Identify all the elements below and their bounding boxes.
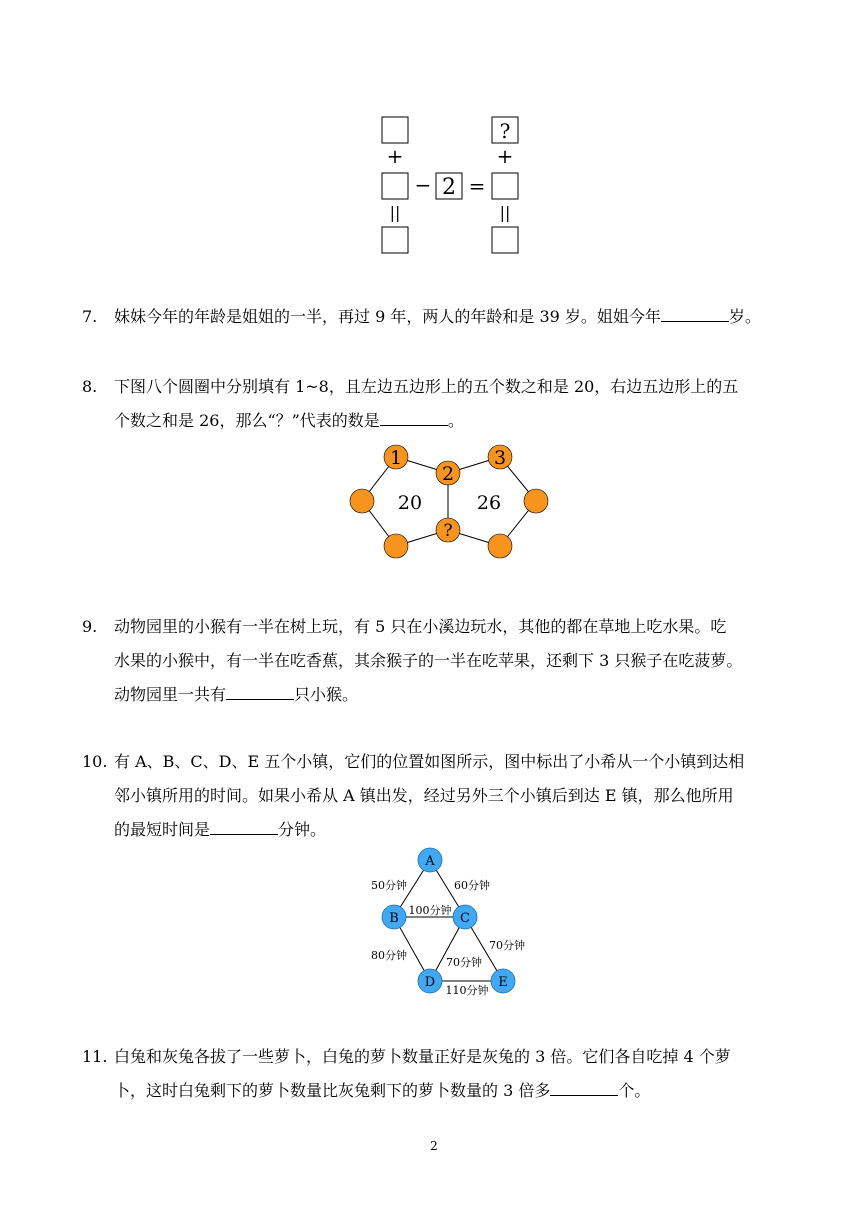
edge-label-AB: 50分钟 [371,879,407,892]
question-text: 动物园里一共有 [114,685,227,704]
box-puzzle-figure [370,108,530,258]
question-text: 有 A、B、C、D、E 五个小镇，它们的位置如图所示，图中标出了小希从一个小镇到达相 [114,752,745,771]
edge-label-CD: 70分钟 [446,956,482,969]
question-text: 白兔和灰兔各拔了一些萝卜，白兔的萝卜数量正好是灰兔的 3 倍。它们各自吃掉 4 个萝 [114,1047,731,1066]
question-line [114,644,742,678]
plus-right: + [496,144,514,168]
question-number: 10. [82,752,108,771]
question-number: 7. [82,307,98,326]
question-line [114,745,744,779]
edge-label-AC: 60分钟 [454,879,490,892]
circle-label-top-left: 1 [389,447,403,469]
box-left-top [382,117,408,143]
question-text: 水果的小猴中，有一半在吃香蕉，其余猴子的一半在吃苹果，还剩下 3 只猴子在吃菠萝。 [114,651,743,670]
answer-blank[interactable] [210,814,278,835]
double-pentagon-figure [340,440,556,570]
left-pentagon-sum: 20 [397,492,423,514]
question-text: 妹妹今年的年龄是姐姐的一半，再过 9 年，两人的年龄和是 39 岁。姐姐今年 [114,307,661,326]
answer-blank[interactable] [550,1075,618,1096]
equals-vertical-left: || [389,203,401,222]
equals-vertical-right: || [499,203,511,222]
edge-label-BD: 80分钟 [371,949,407,962]
question-number: 8. [82,377,98,396]
box-right-bottom [492,227,518,253]
node-label-E: E [498,975,508,990]
edge-label-CE: 70分钟 [489,939,525,952]
question-text: 动物园里的小猴有一半在树上玩，有 5 只在小溪边玩水，其他的都在草地上吃水果。吃 [114,617,727,636]
question-line [114,813,326,847]
box-left-middle [382,173,408,199]
question-text: 个数之和是 26，那么“？”代表的数是 [114,411,380,430]
question-text: 邻小镇所用的时间。如果小希从 A 镇出发，经过另外三个小镇后到达 E 镇，那么他所用 [114,786,734,805]
circle-label-top-middle: 2 [441,463,455,485]
node-label-B: B [389,911,399,926]
circle-bottom-right [488,534,512,558]
edge-label-BC: 100分钟 [408,904,452,917]
equals-sign: = [468,174,486,198]
question-number: 9. [82,617,98,636]
question-line [114,1040,731,1074]
question-line [114,300,761,334]
question-text: 分钟。 [278,820,327,839]
answer-blank[interactable] [661,301,729,322]
box-middle-value-label: 2 [442,175,456,200]
page-number: 2 [430,1139,438,1153]
question-line [114,678,358,712]
answer-blank[interactable] [380,405,448,426]
question-text: 只小猴。 [294,685,359,704]
question-number: 11. [82,1047,108,1066]
question-text: 卜，这时白兔剩下的萝卜数量比灰兔剩下的萝卜数量的 3 倍多 [114,1081,551,1100]
circle-label-top-right: 3 [493,447,507,469]
question-text: 个。 [618,1081,651,1100]
circle-group [350,445,548,558]
question-line [114,779,734,813]
question-text: 下图八个圆圈中分别填有 1~8，且左边五边形上的五个数之和是 20，右边五边形上的五 [114,377,739,396]
box-right-top-label: ? [499,119,511,143]
edge-label-DE: 110分钟 [445,984,489,997]
box-left-bottom [382,227,408,253]
question-line [114,404,464,438]
circle-right [524,489,548,513]
circle-bottom-left [384,534,408,558]
plus-left: + [386,144,404,168]
question-text: 岁。 [728,307,761,326]
circle-label-bottom-middle: ? [443,521,453,541]
question-line [114,610,726,644]
node-label-D: D [424,975,436,990]
right-pentagon-sum: 26 [476,492,502,514]
town-graph-figure [360,844,540,1000]
question-text: 的最短时间是 [114,820,211,839]
question-line [114,1074,650,1108]
node-label-A: A [425,854,435,869]
circle-left [350,489,374,513]
answer-blank[interactable] [226,679,294,700]
question-text: 。 [447,411,464,430]
question-line [114,370,738,404]
minus-sign: − [414,173,432,197]
node-label-C: C [460,911,470,926]
box-right-middle [492,173,518,199]
